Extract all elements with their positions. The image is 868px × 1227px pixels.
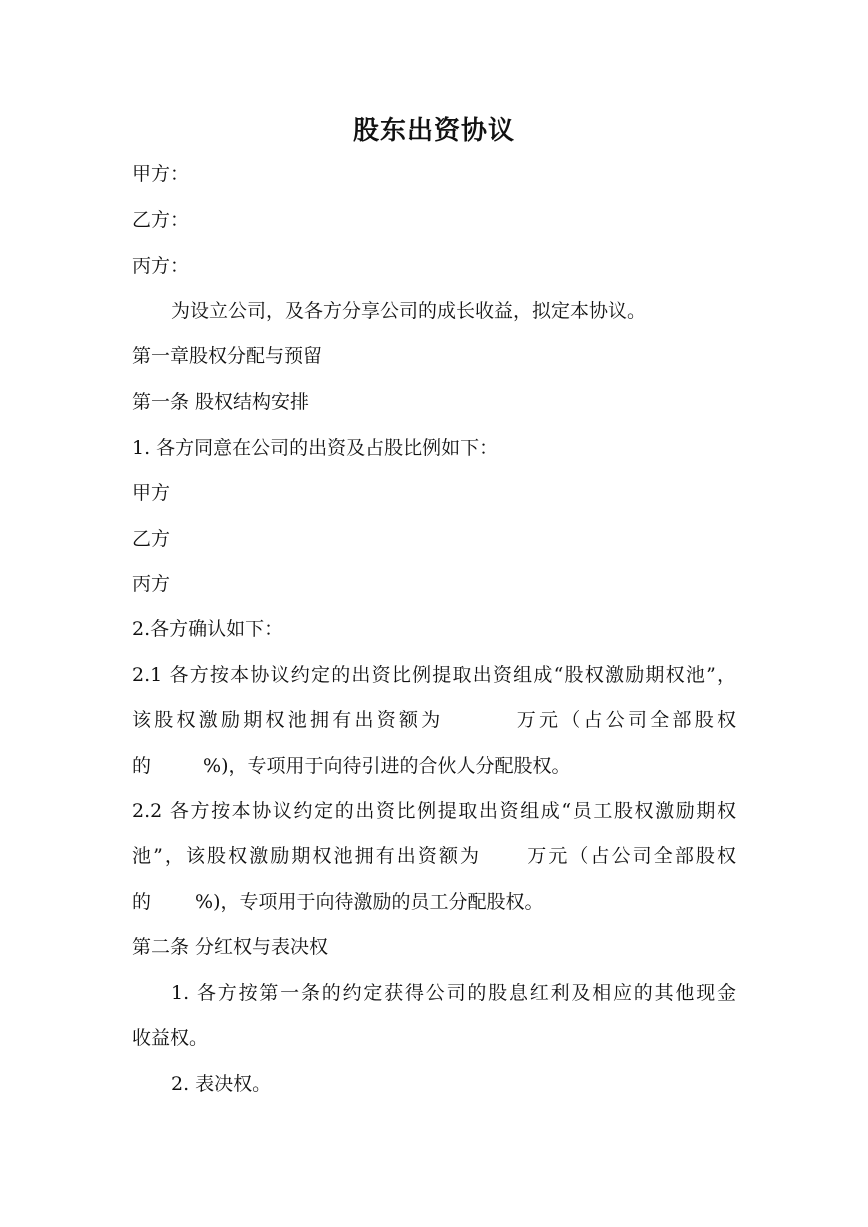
clause-2-2-line-3 [132, 888, 543, 916]
chapter-1-heading: 第一章股权分配与预留 [132, 345, 323, 367]
intro-paragraph: 为设立公司，及各方分享公司的成长收益，拟定本协议。 [171, 300, 647, 322]
clause-2-2-line-1: 2.2 各方按本协议约定的出资比例提取出资组成“员工股权激励期权 [132, 800, 736, 822]
article-2-item-1-line-2: 收益权。 [132, 1027, 209, 1049]
clause-2-2-purpose: %)，专项用于向待激励的员工分配股权。 [195, 891, 544, 913]
clause-2-1-share-label: 万元（占公司全部股权 [513, 709, 736, 731]
clause-2-1-purpose: %)，专项用于向待引进的合伙人分配股权。 [203, 755, 571, 777]
article-1-item-1: 1. 各方同意在公司的出资及占股比例如下： [132, 437, 499, 459]
list-party-c: 丙方 [132, 573, 171, 595]
article-2-item-2: 2. 表决权。 [171, 1073, 272, 1095]
clause-2-1-amount-label: 该股权激励期权池拥有出资额为 [132, 709, 444, 731]
article-2-item-1-line-1: 1. 各方按第一条的约定获得公司的股息红利及相应的其他现金 [171, 982, 736, 1004]
document-title: 股东出资协议 [352, 116, 515, 146]
clause-2-2-share-label: 万元（占公司全部股权 [525, 845, 736, 867]
clause-2-2-line-2 [132, 842, 736, 870]
clause-2-1-line-3 [132, 752, 570, 780]
list-party-b: 乙方 [132, 528, 171, 550]
clause-2-1-line-1: 2.1 各方按本协议约定的出资比例提取出资组成“股权激励期权池”， [132, 664, 736, 686]
article-1-item-2: 2.各方确认如下： [132, 618, 284, 640]
clause-2-1-of: 的 [132, 755, 152, 777]
clause-2-1-line-2 [132, 706, 736, 734]
party-a-label: 甲方： [132, 163, 190, 185]
party-c-label: 丙方： [132, 255, 190, 277]
clause-2-2-amount-label: 池”，该股权激励期权池拥有出资额为 [132, 845, 482, 867]
list-party-a: 甲方 [132, 482, 171, 504]
article-2-heading: 第二条 分红权与表决权 [132, 936, 329, 958]
party-b-label: 乙方： [132, 209, 190, 231]
article-1-heading: 第一条 股权结构安排 [132, 391, 310, 413]
clause-2-2-of: 的 [132, 891, 152, 913]
